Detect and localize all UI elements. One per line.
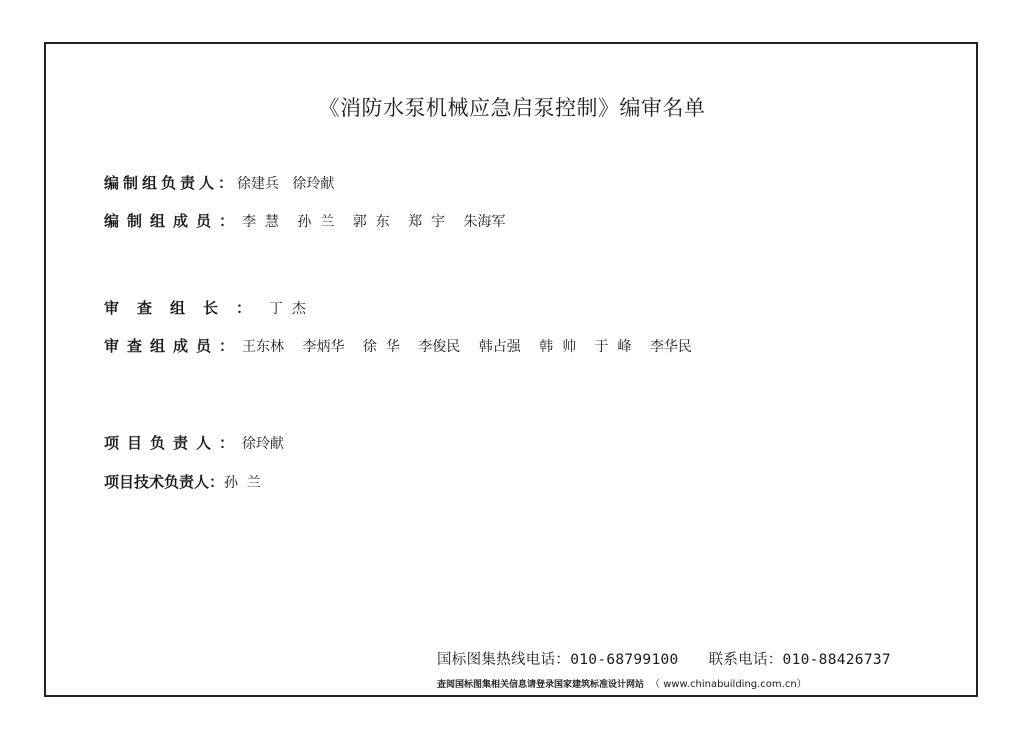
review-member: 于 峰 <box>594 339 632 355</box>
compile-member: 郑 宇 <box>408 214 445 230</box>
project-leader-row <box>104 432 284 453</box>
page-title: 《消防水泵机械应急启泵控制》编审名单 <box>318 96 706 120</box>
review-member: 李俊民 <box>418 339 461 355</box>
compile-member: 孙 兰 <box>297 214 335 230</box>
compile-leader-label: 编制组负责人： <box>104 174 238 192</box>
footer-website-line <box>437 675 807 690</box>
review-member: 王东林 <box>242 339 285 355</box>
footer-phone-line <box>437 648 891 669</box>
project-leader-label: 项目负责人： <box>104 434 243 452</box>
review-leader-row <box>104 297 306 318</box>
hotline-text: 国标图集热线电话：010-68799100 <box>437 652 679 668</box>
page-border <box>44 42 978 697</box>
review-leader-label: 审查组长： <box>104 299 270 317</box>
review-members-list <box>242 336 706 356</box>
compile-member: 李 慧 <box>242 214 279 230</box>
compile-members-list <box>242 211 519 231</box>
review-member: 韩 帅 <box>539 339 577 355</box>
review-members-label: 审查组成员： <box>104 337 243 355</box>
website-note: 查阅国标图集相关信息请登录国家建筑标准设计网站 <box>437 680 645 690</box>
compile-leader-names: 徐建兵 徐玲献 <box>237 176 335 192</box>
review-member: 李华民 <box>649 339 692 355</box>
website-link[interactable]: （ www.chinabuilding.com.cn） <box>650 679 807 690</box>
review-leader-name: 丁 杰 <box>269 301 306 317</box>
review-member: 韩占强 <box>478 339 521 355</box>
compile-leader-row <box>104 172 334 193</box>
review-member: 徐 华 <box>362 339 400 355</box>
project-tech-leader-name: 孙 兰 <box>224 475 261 491</box>
review-members-row <box>104 335 706 356</box>
project-tech-leader-row <box>104 471 261 492</box>
review-member: 李炳华 <box>302 339 345 355</box>
project-leader-name: 徐玲献 <box>242 436 285 452</box>
compile-member: 朱海军 <box>463 214 506 230</box>
contact-text: 联系电话：010-88426737 <box>708 652 891 668</box>
compile-member: 郭 东 <box>352 214 390 230</box>
compile-members-row <box>104 210 519 231</box>
project-tech-leader-label: 项目技术负责人： <box>104 473 225 491</box>
compile-members-label: 编制组成员： <box>104 212 243 230</box>
